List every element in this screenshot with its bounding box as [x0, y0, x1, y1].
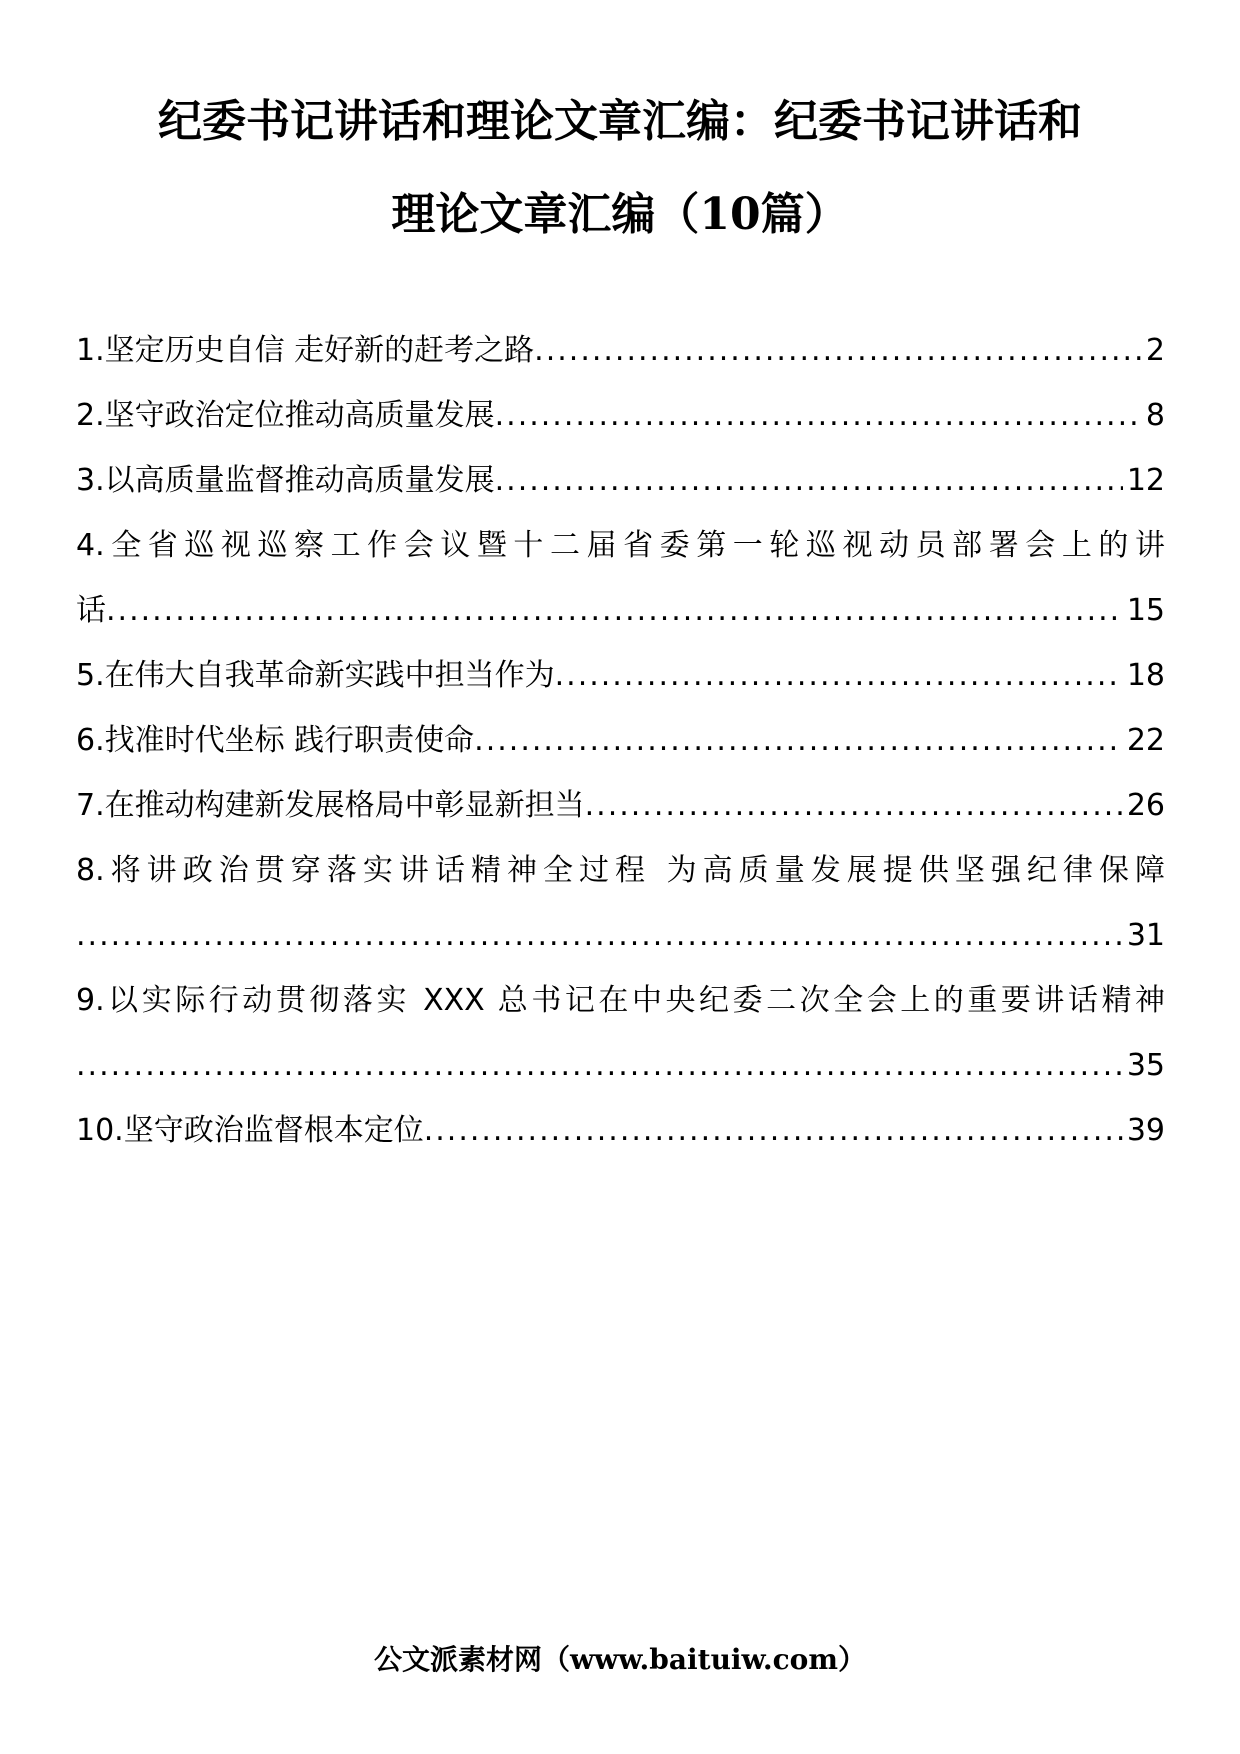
toc-leader-dots — [534, 318, 1142, 383]
toc-leader-dots — [495, 383, 1142, 448]
toc-entry-title: 1.坚定历史自信 走好新的赶考之路 — [76, 333, 535, 368]
toc-page-number: 22 — [1126, 723, 1165, 758]
toc-entry-9-line-2[interactable] — [76, 1033, 1165, 1098]
toc-entry-6[interactable] — [76, 708, 1165, 773]
toc-leader-dots — [555, 643, 1123, 708]
toc-leader-dots — [495, 448, 1123, 513]
toc-leader-dots — [106, 578, 1123, 643]
toc-page-number: 18 — [1126, 658, 1165, 693]
toc-leader-dots — [585, 773, 1123, 838]
table-of-contents — [76, 318, 1165, 1163]
document-title-line-2: 理论文章汇编（10篇） — [391, 189, 849, 240]
toc-entry-title: 5.在伟大自我革命新实践中担当作为 — [76, 658, 555, 693]
toc-page-number: 12 — [1126, 463, 1165, 498]
toc-page-number: 2 — [1145, 333, 1165, 368]
toc-entry-2[interactable] — [76, 383, 1165, 448]
toc-leader-dots — [76, 903, 1123, 968]
toc-page-number: 31 — [1126, 918, 1165, 953]
document-title-line-1: 纪委书记讲话和理论文章汇编：纪委书记讲话和 — [158, 96, 1082, 147]
toc-entry-title: 10.坚守政治监督根本定位 — [76, 1113, 424, 1148]
toc-entry-title-continued: 话 — [76, 593, 106, 628]
toc-entry-8-line-2[interactable] — [76, 903, 1165, 968]
toc-leader-dots — [424, 1098, 1123, 1163]
toc-entry-4-line-2[interactable] — [76, 578, 1165, 643]
toc-entry-title: 2.坚守政治定位推动高质量发展 — [76, 398, 495, 433]
toc-page-number: 35 — [1126, 1048, 1165, 1083]
toc-entry-10[interactable] — [76, 1098, 1165, 1163]
toc-page-number: 15 — [1126, 593, 1165, 628]
toc-entry-title: 6.找准时代坐标 践行职责使命 — [76, 723, 475, 758]
toc-entry-title: 9.以实际行动贯彻落实 XXX 总书记在中央纪委二次全会上的重要讲话精神 — [76, 983, 1165, 1018]
toc-entry-title: 7.在推动构建新发展格局中彰显新担当 — [76, 788, 585, 823]
toc-page-number: 8 — [1145, 398, 1165, 433]
toc-entry-1[interactable] — [76, 318, 1165, 383]
toc-page-number: 39 — [1126, 1113, 1165, 1148]
toc-entry-title: 8.将讲政治贯穿落实讲话精神全过程 为高质量发展提供坚强纪律保障 — [76, 853, 1165, 888]
toc-page-number: 26 — [1126, 788, 1165, 823]
toc-entry-5[interactable] — [76, 643, 1165, 708]
toc-leader-dots — [76, 1033, 1123, 1098]
toc-entry-8-line-1[interactable] — [76, 838, 1165, 903]
toc-entry-7[interactable] — [76, 773, 1165, 838]
toc-entry-3[interactable] — [76, 448, 1165, 513]
toc-entry-4-line-1[interactable] — [76, 513, 1165, 578]
toc-leader-dots — [474, 708, 1123, 773]
toc-entry-9-line-1[interactable] — [76, 968, 1165, 1033]
toc-entry-title: 3.以高质量监督推动高质量发展 — [76, 463, 495, 498]
toc-entry-title: 4.全省巡视巡察工作会议暨十二届省委第一轮巡视动员部署会上的讲 — [76, 528, 1165, 563]
footer-source: 公文派素材网（www.baituiw.com） — [374, 1643, 866, 1676]
